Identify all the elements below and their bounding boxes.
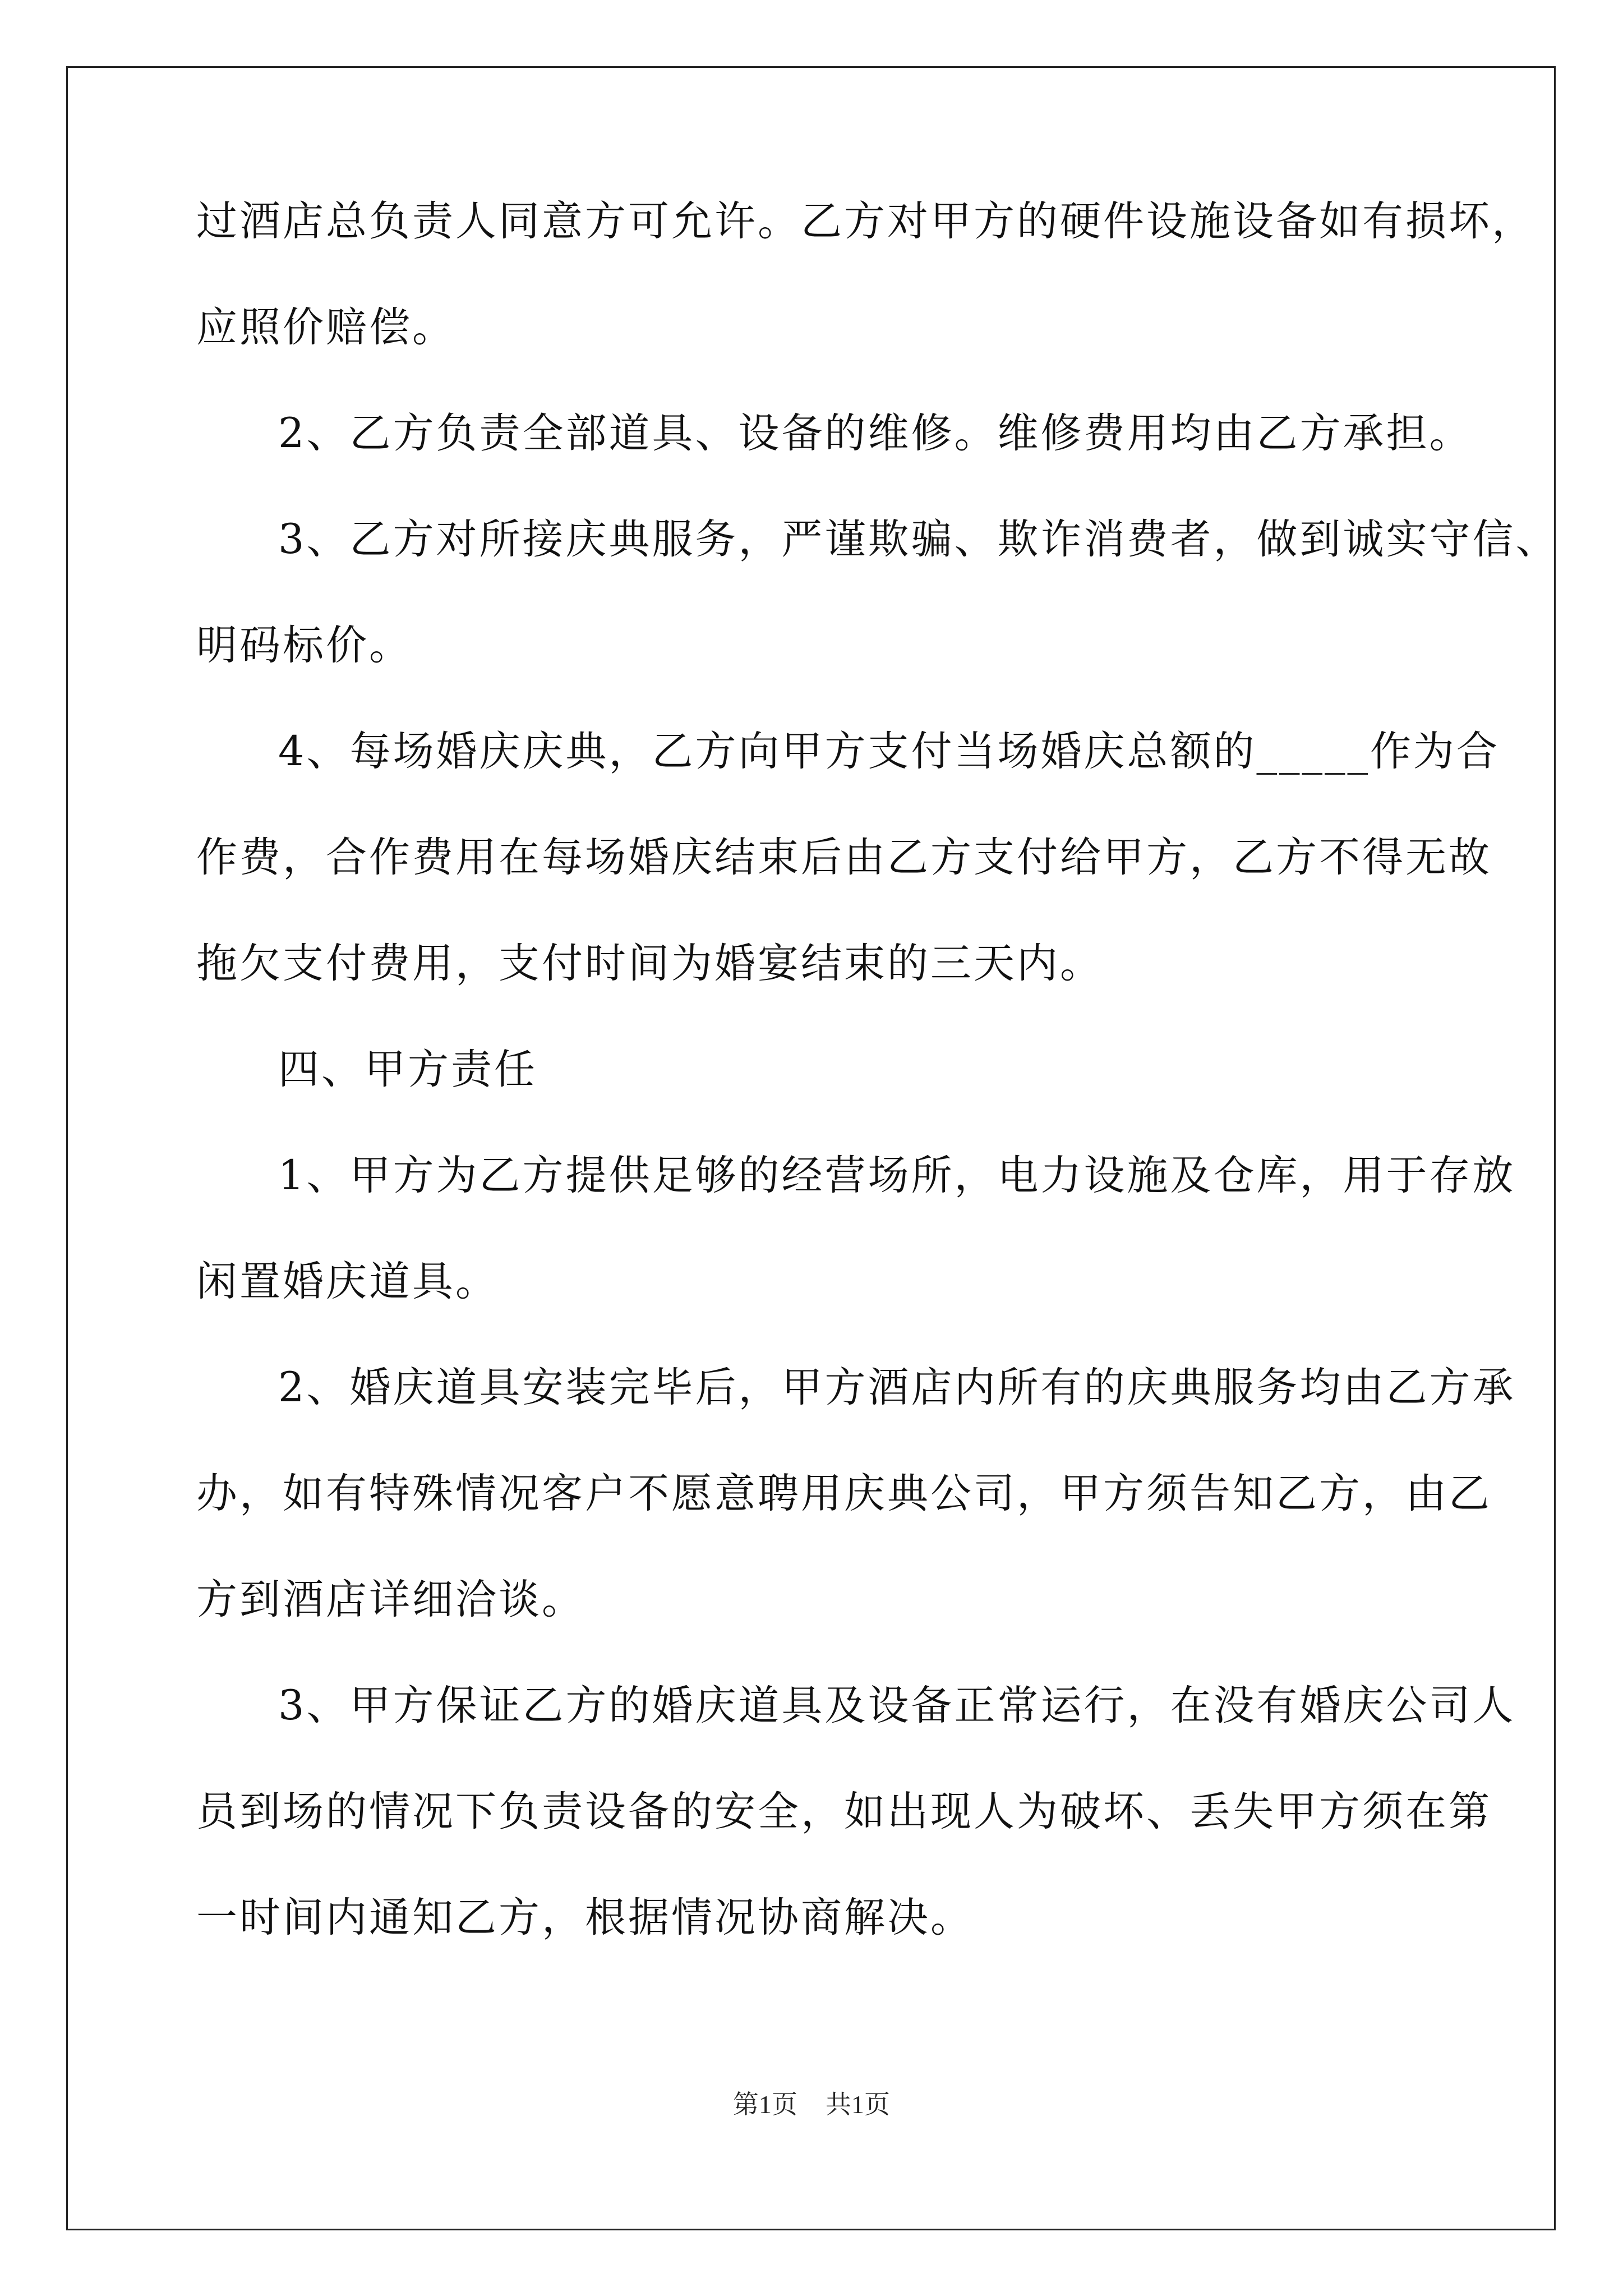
text-line: 3、甲方保证乙方的婚庆道具及设备正常运行，在没有婚庆公司人 [278, 1682, 1516, 1729]
text-line: 明码标价。 [196, 622, 412, 669]
text-line: 2、乙方负责全部道具、设备的维修。维修费用均由乙方承担。 [278, 409, 1473, 457]
text-line: 一时间内通知乙方，根据情况协商解决。 [196, 1894, 974, 1941]
text-line: 方到酒店详细洽谈。 [196, 1576, 585, 1623]
text-line: 3、乙方对所接庆典服务，严谨欺骗、欺诈消费者，做到诚实守信、 [278, 516, 1559, 563]
text-line: 拖欠支付费用，支付时间为婚宴结束的三天内。 [196, 940, 1103, 987]
text-line: 闲置婚庆道具。 [196, 1258, 499, 1305]
page-footer [0, 2088, 1623, 2122]
text-line: 1、甲方为乙方提供足够的经营场所，电力设施及仓库，用于存放 [278, 1152, 1516, 1199]
text-line: 2、婚庆道具安装完毕后，甲方酒店内所有的庆典服务均由乙方承 [278, 1364, 1516, 1411]
text-line: 员到场的情况下负责设备的安全，如出现人为破坏、丢失甲方须在第 [196, 1788, 1492, 1835]
text-line: 过酒店总负责人同意方可允许。乙方对甲方的硬件设施设备如有损坏， [196, 197, 1535, 245]
text-line: 应照价赔偿。 [196, 303, 455, 351]
text-line: 作费，合作费用在每场婚庆结束后由乙方支付给甲方，乙方不得无故 [196, 834, 1492, 881]
text-line: 4、每场婚庆庆典，乙方向甲方支付当场婚庆总额的_____作为合 [278, 728, 1500, 775]
page-number: 第1页 [733, 2090, 797, 2119]
text-line: 办，如有特殊情况客户不愿意聘用庆典公司，甲方须告知乙方，由乙 [196, 1470, 1492, 1517]
page-total: 共1页 [826, 2090, 890, 2119]
section-heading: 四、甲方责任 [278, 1046, 537, 1093]
